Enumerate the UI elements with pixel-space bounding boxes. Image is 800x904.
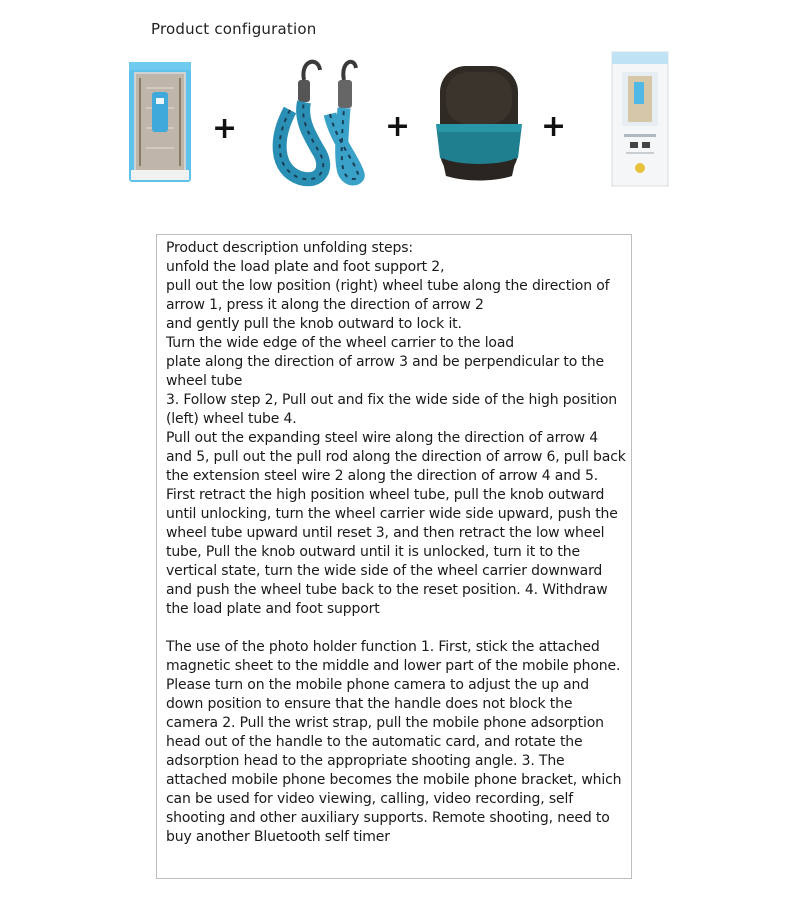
description-box [156, 234, 632, 879]
plus-sign: + [385, 109, 411, 144]
plus-sign: + [541, 109, 567, 144]
section-title: Product configuration [151, 20, 317, 38]
trolley-frame-icon [126, 58, 194, 186]
product-box-icon [608, 50, 672, 190]
description-paragraph-photo-holder: The use of the photo holder function 1. First, stick the attached magnetic sheet to the middle and lower part of the mobile phone. Please turn on the mobile phone camera to adjust the up and down position to ensure that the handle does not block the camera 2. Pull the wrist strap, pull the mobile phone adsorption head out of the handle to the automatic card, and rotate the adsorption head to the appropriate shooting angle. 3. The attached mobile phone becomes the mobile phone bracket, which can be used for video viewing, calling, video recording, self shooting and other auxiliary supports. Remote shooting, need to buy another Bluetooth self timer [166, 639, 622, 845]
plus-sign: + [212, 111, 238, 146]
description-paragraph-unfolding: Product description unfolding steps: unfold the load plate and foot support 2, pull out the low position (right) wheel tube along the direction of arrow 1, press it along the direction of arrow 2 and gently pull the knob outward to lock it. Turn the wide edge of the wheel carrier to the load plate along the direction of arrow 3 and be perpendicular to the wheel tube 3. Follow step 2, Pull out and fix the wide side of the high position (left) wheel tube 4. Pull out the expanding steel wire along the direction of arrow 4 and 5, pull out the pull rod along the direction of arrow 6, pull back the extension steel wire 2 along the direction of arrow 4 and 5. First retract the high position wheel tube, pull the knob outward until unlocking, turn the wheel carrier wide side upward, push the wheel tube upward until reset 3, and then retract the low wheel tube, Pull the knob outward until it is unlocked, turn it to the vertical state, turn the wide side of the wheel carrier downward and push the wheel tube back to the reset position. 4. Withdraw the load plate and foot support [166, 240, 626, 617]
storage-bag-icon [432, 62, 526, 182]
bungee-cord-icon [270, 50, 366, 188]
